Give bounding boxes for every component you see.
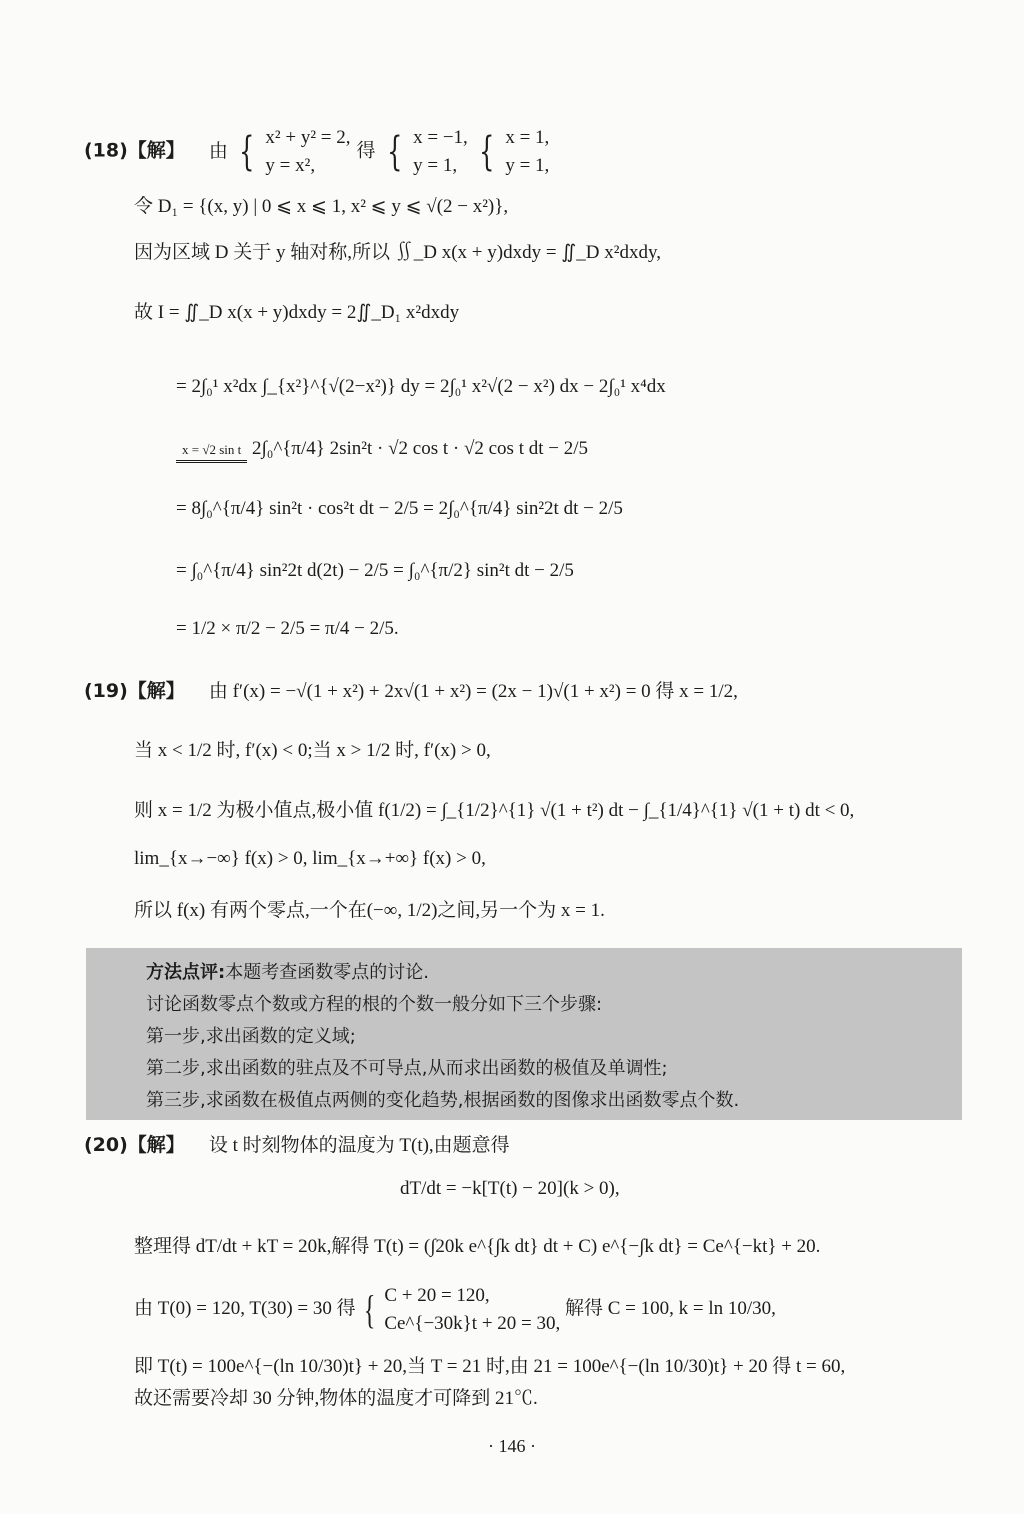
note-line-3: 第一步,求出函数的定义域; xyxy=(146,1026,356,1047)
p18-line-2: 令 D₁ = {(x, y) | 0 ⩽ x ⩽ 1, x² ⩽ y ⩽ √(2 − x²)}, xyxy=(134,196,509,217)
p18-line-4: 故 I = ∬_D x(x + y)dxdy = 2∬_D₁ x²dxdy xyxy=(134,302,460,323)
p19-line-3: 则 x = 1/2 为极小值点,极小值 f(1/2) = ∫_{1/2}^{1} √(1 + t²) dt − ∫_{1/4}^{1} √(1 + t) dt < 0, xyxy=(134,800,855,821)
p20-line-3: 整理得 dT/dt + kT = 20k,解得 T(t) = (∫20k e^{∫k dt} dt + C) e^{−∫k dt} = Ce^{−kt} + 20. xyxy=(134,1236,821,1257)
solution-2: x = 1, y = 1, xyxy=(505,127,550,176)
p18-line-5: = 2∫₀¹ x²dx ∫_{x²}^{√(2−x²)} dy = 2∫₀¹ x²√(2 − x²) dx − 2∫₀¹ x⁴dx xyxy=(176,376,666,397)
note-line-4: 第二步,求出函数的驻点及不可导点,从而求出函数的极值及单调性; xyxy=(146,1058,668,1079)
p20-line-4: 由 T(0) = 120, T(30) = 30 得 { C + 20 = 120, Ce^{−30k}t + 20 = 30, 解得 C = 100, k = ln 10/30, xyxy=(134,1282,776,1337)
note-line-2: 讨论函数零点个数或方程的根的个数一般分如下三个步骤: xyxy=(146,994,603,1015)
page-number: · 146 · xyxy=(488,1436,536,1456)
p20-equation-system: C + 20 = 120, Ce^{−30k}t + 20 = 30, xyxy=(384,1285,561,1334)
p19-line-4: lim_{x→−∞} f(x) > 0, lim_{x→+∞} f(x) > 0, xyxy=(134,848,486,869)
p18-line-8: = ∫₀^{π/4} sin²2t d(2t) − 2/5 = ∫₀^{π/2} sin²t dt − 2/5 xyxy=(176,560,574,581)
problem-18-system: (18)【解】 由 { x² + y² = 2, y = x², 得 { x = −1, y = 1, { x = 1, y = 1, xyxy=(84,124,549,179)
problem-19-label: (19)【解】 xyxy=(84,680,185,702)
substitution-label: x = √2 sin t xyxy=(176,442,247,463)
equation-system: x² + y² = 2, y = x², xyxy=(265,127,351,176)
p18-line-9: = 1/2 × π/2 − 2/5 = π/4 − 2/5. xyxy=(176,618,399,639)
problem-20-line-1: (20)【解】 设 t 时刻物体的温度为 T(t),由题意得 xyxy=(84,1134,510,1156)
solution-1: x = −1, y = 1, xyxy=(413,127,468,176)
p18-line-7: = 8∫₀^{π/4} sin²t · cos²t dt − 2/5 = 2∫₀^{π/4} sin²2t dt − 2/5 xyxy=(176,498,623,519)
p18-line-3: 因为区域 D 关于 y 轴对称,所以 ∬_D x(x + y)dxdy = ∬_D x²dxdy, xyxy=(134,242,661,263)
problem-18-label: (18)【解】 xyxy=(84,139,185,162)
p20-line-6: 故还需要冷却 30 分钟,物体的温度才可降到 21℃. xyxy=(134,1388,538,1409)
p18-line-6: x = √2 sin t 2∫₀^{π/4} 2sin²t · √2 cos t · √2 cos t dt − 2/5 xyxy=(176,438,588,463)
p19-line-5: 所以 f(x) 有两个零点,一个在(−∞, 1/2)之间,另一个为 x = 1. xyxy=(134,900,605,921)
method-comment-box xyxy=(86,948,962,1120)
note-line-1: 方法点评:本题考查函数零点的讨论. xyxy=(146,962,429,983)
p19-line-2: 当 x < 1/2 时, f′(x) < 0;当 x > 1/2 时, f′(x) > 0, xyxy=(134,740,491,761)
problem-19-line-1: (19)【解】 由 f′(x) = −√(1 + x²) + 2x√(1 + x²) = (2x − 1)√(1 + x²) = 0 得 x = 1/2, xyxy=(84,680,738,702)
problem-20-label: (20)【解】 xyxy=(84,1134,185,1156)
p20-line-2: dT/dt = −k[T(t) − 20](k > 0), xyxy=(400,1178,620,1199)
note-line-5: 第三步,求函数在极值点两侧的变化趋势,根据函数的图像求出函数零点个数. xyxy=(146,1090,740,1111)
p20-line-5: 即 T(t) = 100e^{−(ln 10/30)t} + 20,当 T = 21 时,由 21 = 100e^{−(ln 10/30)t} + 20 得 t = 60, xyxy=(134,1356,846,1377)
system-intro: 由 xyxy=(208,139,228,162)
